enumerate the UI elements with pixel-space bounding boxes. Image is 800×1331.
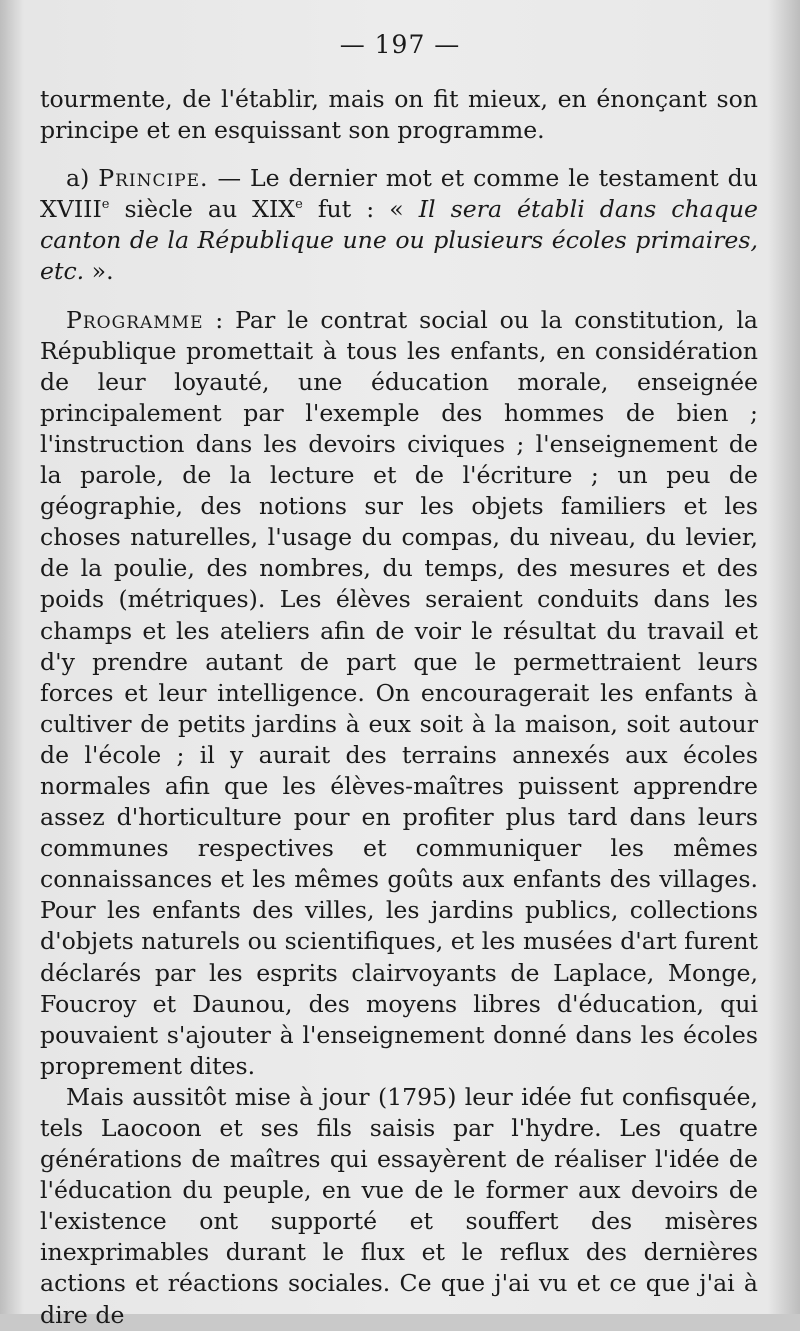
body-text: [40, 84, 758, 1331]
principe-label: Principe.: [98, 164, 209, 193]
page-number-header: — 197 —: [339, 30, 461, 59]
principe-text-after: fut : «: [302, 195, 419, 224]
programme-label: Programme: [66, 305, 204, 334]
programme-text: : Par le contrat social ou la constitution, la République promettait à tous les enfants, en considération de leur loyauté, une éducation morale, enseignée principalement par l'exemple des hommes de bien ; l'instruction dans les devoirs civiques ; l'enseignement de la parole, de la lecture et de l'écriture ; un peu de géographie, des notions sur les objets familiers et les choses naturelles, l'usage du compas, du niveau, du levier, de la poulie, des nombres, du temps, des mesures et des poids (métriques). Les élèves seraient conduits dans les champs et les ateliers afin de voir le résultat du travail et d'y prendre autant de part que le permettraient leurs forces et leur intelligence. On encouragerait les enfants à cultiver de petits jardins à eux soit à la maison, soit autour de l'école ; il y aurait des terrains annexés aux écoles normales afin que les élèves-maîtres puissent apprendre assez d'horticulture pour en profiter plus tard dans leurs communes respectives et communiquer les mêmes connaissances et les mêmes goûts aux enfants des villages. Pour les enfants des villes, les jardins publics, collections d'objets naturels ou scientifiques, et les musées d'art furent déclarés par les esprits clairvoyants de Laplace, Monge, Foucroy et Daunou, des moyens libres d'éducation, qui pouvaient s'ajouter à l'enseignement donné dans les écoles proprement dites.: [40, 305, 758, 1080]
paragraph-intro: tourmente, de l'établir, mais on fit mieux, en énonçant son principe et en esquissant son programme.: [40, 85, 758, 145]
principe-close: ».: [84, 257, 114, 286]
principe-text-mid: siècle au XIX: [109, 195, 296, 224]
superscript-e: e: [101, 197, 110, 213]
paragraph-mais: Mais aussitôt mise à jour (1795) leur idée fut confisquée, tels Laocoon et ses fils saisis par l'hydre. Les quatre générations de maîtres qui essayèrent de réaliser l'idée de l'éducation du peuple, en vue de le former aux devoirs de l'existence ont supporté et souffert des misères inexprimables durant le flux et le reflux des dernières actions et réactions sociales. Ce que j'ai vu et ce que j'ai à dire de: [40, 1082, 758, 1329]
principe-text-before: — Le dernier mot et comme le testament du XVIII: [40, 164, 758, 224]
paragraph-gap: [40, 146, 758, 163]
superscript-e: e: [295, 197, 303, 213]
principe-prefix: a): [66, 164, 99, 193]
paragraph-programme: [40, 305, 758, 1082]
paragraph-principe: [40, 163, 758, 287]
principe-quote: Il sera établi dans chaque canton de la République une ou plusieurs écoles primaires, etc.: [40, 195, 759, 286]
paragraph-gap: [40, 288, 758, 305]
